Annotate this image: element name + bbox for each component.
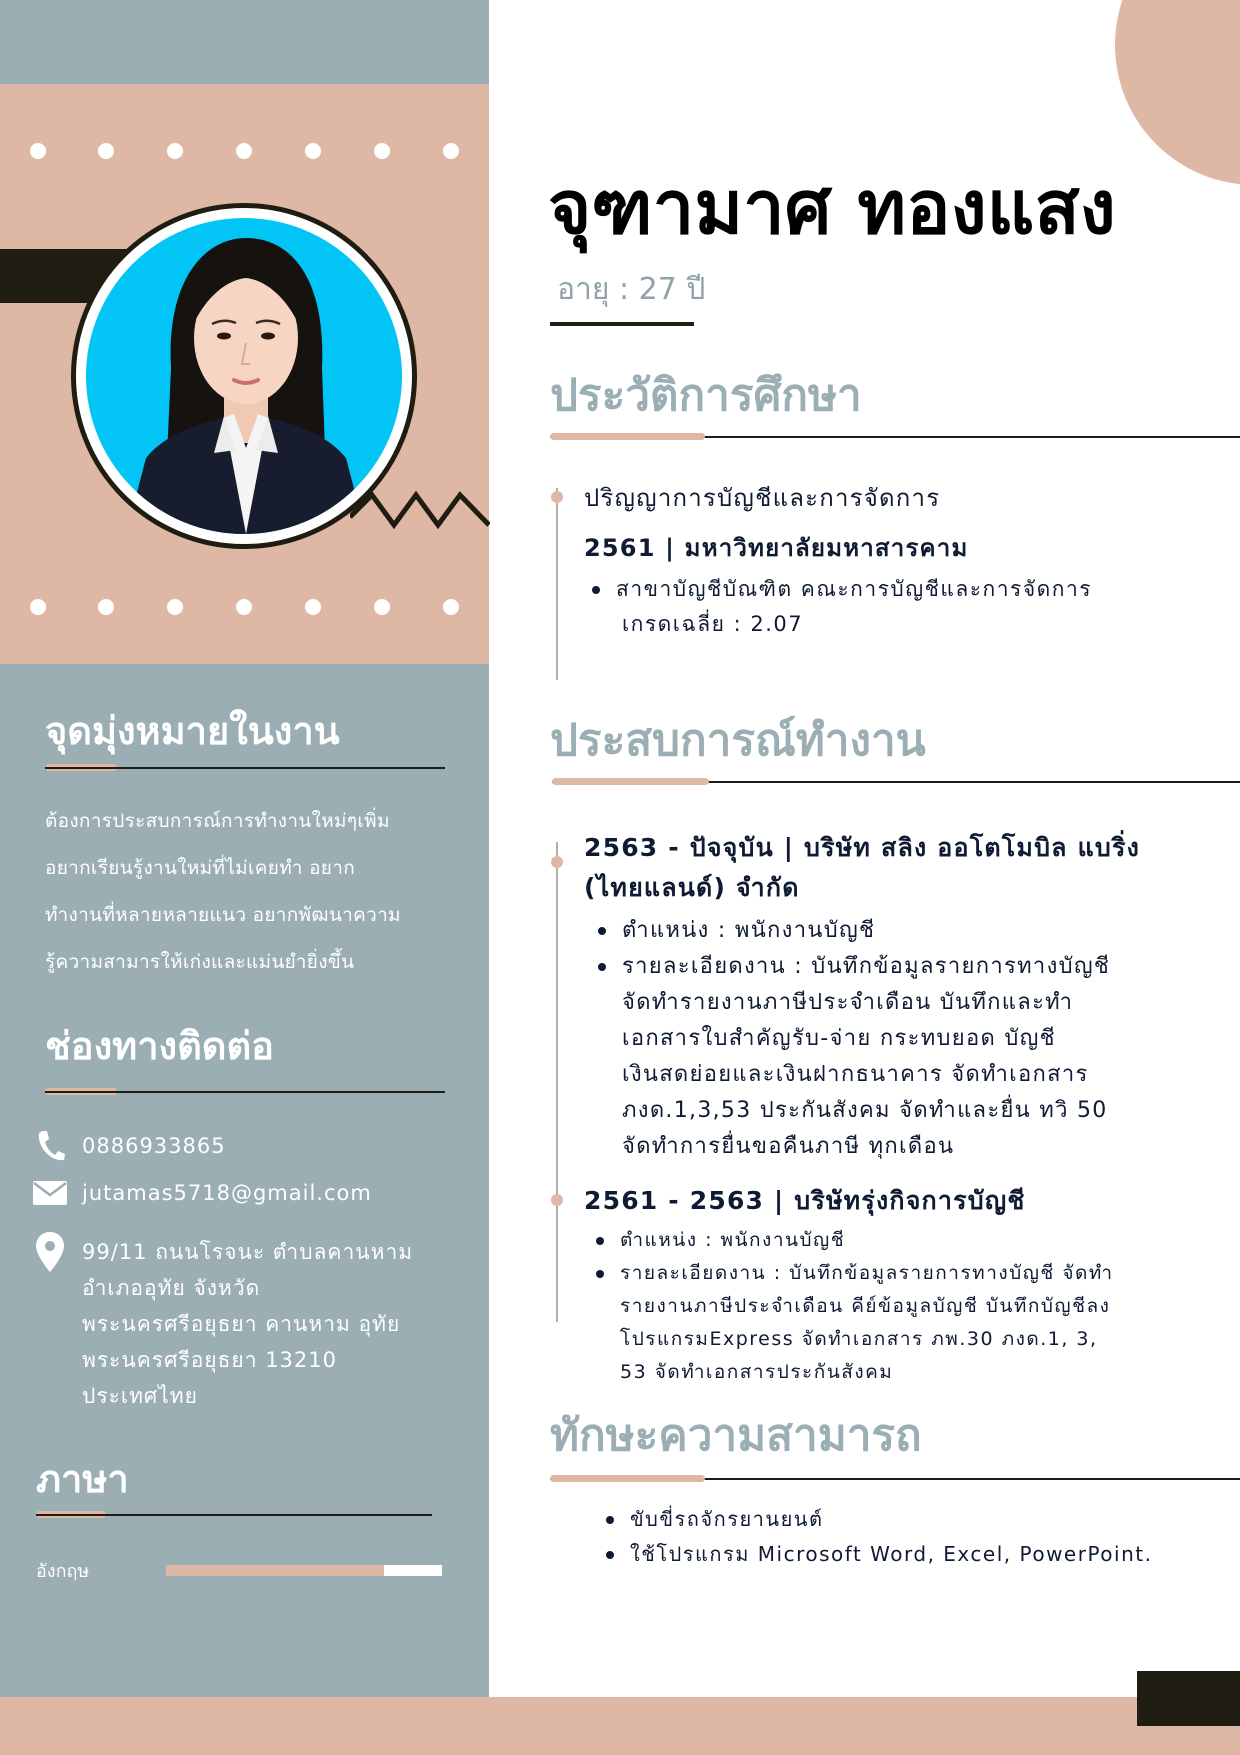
decorative-circle [1115, 0, 1240, 185]
education-major: สาขาบัญชีบัณฑิต คณะการบัญชีและการจัดการ [616, 577, 1093, 601]
contact-rule [45, 1091, 445, 1093]
phone-icon [32, 1128, 68, 1164]
experience-title: ประสบการณ์ทำงาน [550, 715, 926, 766]
objective-line: ต้องการประสบการณ์การทำงานใหม่ๆเพิ่ม [45, 810, 390, 832]
job1-heading-line: (ไทยแลนด์) จำกัด [584, 873, 800, 902]
job1-heading-line: 2563 - ปัจจุบัน | บริษัท สลิง ออโตโมบิล แบริ่ง [584, 833, 1140, 862]
decorative-dot [98, 143, 114, 159]
contact-address-row [32, 1234, 413, 1414]
decorative-dot [30, 599, 46, 615]
job2-description-line: โปรแกรมExpress จัดทำเอกสาร ภพ.30 ภงด.1, 3, [620, 1328, 1098, 1350]
objective-title: จุดมุ่งหมายในงาน [45, 709, 340, 753]
address-line: พระนครศรีอยุธยา 13210 [82, 1348, 338, 1372]
mail-icon [32, 1175, 68, 1211]
decorative-dot [443, 143, 459, 159]
job1-description-line: เอกสารใบสำคัญรับ-จ่าย กระทบยอด บัญชี [622, 1026, 1056, 1051]
contact-email-row [32, 1175, 372, 1211]
job2-position [592, 1224, 1114, 1257]
decorative-dot [167, 143, 183, 159]
decorative-dot [443, 599, 459, 615]
name-underline [550, 322, 694, 326]
timeline-dot [551, 491, 563, 503]
left-top-band [0, 0, 489, 84]
job1-details [594, 913, 1110, 1165]
location-pin-icon [32, 1234, 68, 1270]
skill-text: ใช้โปรแกรม Microsoft Word, Excel, PowerPoint. [630, 1542, 1153, 1566]
language-level-fill [166, 1565, 384, 1576]
language-level-bar [166, 1565, 442, 1576]
objective-line: อยากเรียนรู้งานใหม่ที่ไม่เคยทำ อยาก [45, 857, 355, 879]
job2-description-line: รายงานภาษีประจำเดือน คีย์ข้อมูลบัญชี บันทึกบัญชีลง [620, 1295, 1111, 1317]
education-timeline [556, 488, 558, 680]
objective-line: รู้ความสามารให้เก่งและแม่นยำยิ่งขึ้น [45, 951, 355, 973]
job2-description-line: 53 จัดทำเอกสารประกันสังคม [620, 1361, 894, 1383]
decorative-dot [374, 143, 390, 159]
experience-accent-rule [552, 778, 709, 785]
timeline-dot [551, 1194, 563, 1206]
candidate-age: อายุ : 27 ปี [557, 272, 706, 307]
skill-item [602, 1502, 1152, 1537]
education-accent-rule [550, 433, 705, 440]
job1-heading [584, 828, 1140, 908]
decorative-zigzag [350, 487, 490, 537]
education-detail-item [588, 572, 1092, 642]
education-title: ประวัติการศึกษา [550, 370, 862, 421]
address-line: อำเภออุทัย จังหวัด [82, 1276, 261, 1300]
job2-position-text: ตำแหน่ง : พนักงานบัญชี [620, 1229, 846, 1251]
education-degree: ปริญญาการบัญชีและการจัดการ [584, 484, 941, 512]
skill-text: ขับขี่รถจักรยานยนต์ [630, 1507, 824, 1531]
decorative-dot [305, 143, 321, 159]
skills-list [602, 1502, 1152, 1572]
job1-description-line: จัดทำการยื่นขอคืนภาษี ทุกเดือน [622, 1134, 955, 1159]
skills-accent-rule [550, 1475, 705, 1482]
job1-description-line: เงินสดย่อยและเงินฝากธนาคาร จัดทำเอกสาร [622, 1062, 1089, 1087]
job1-description-line: จัดทำรายงานภาษีประจำเดือน บันทึกและทำ [622, 990, 1074, 1015]
decorative-dot [236, 143, 252, 159]
timeline-dot [551, 856, 563, 868]
skill-item [602, 1537, 1152, 1572]
decorative-dot [30, 143, 46, 159]
job2-details [592, 1224, 1114, 1389]
address-line: 99/11 ถนนโรจนะ ตำบลคานหาม [82, 1240, 414, 1264]
objective-text [45, 798, 465, 986]
experience-timeline [556, 842, 558, 1322]
objective-rule [45, 767, 445, 769]
decorative-dot [305, 599, 321, 615]
job2-heading: 2561 - 2563 | บริษัทรุ่งกิจการบัญชี [584, 1186, 1026, 1215]
education-gpa: เกรดเฉลี่ย : 2.07 [622, 612, 804, 636]
job1-description [594, 949, 1110, 1165]
bottom-band [0, 1697, 1240, 1755]
job2-description [592, 1257, 1114, 1389]
decorative-dot [374, 599, 390, 615]
email-address[interactable]: jutamas5718@gmail.com [82, 1181, 372, 1205]
job1-description-line: รายละเอียดงาน : บันทึกข้อมูลรายการทางบัญชี [622, 954, 1111, 979]
address [82, 1234, 413, 1414]
job2-description-line: รายละเอียดงาน : บันทึกข้อมูลรายการทางบัญชี จัดทำ [620, 1262, 1114, 1284]
contact-title: ช่องทางติดต่อ [45, 1024, 274, 1068]
job1-position [594, 913, 1110, 949]
objective-line: ทำงานที่หลายหลายแนว อยากพัฒนาความ [45, 904, 401, 926]
decorative-dot [98, 599, 114, 615]
job1-description-line: ภงด.1,3,53 ประกันสังคม จัดทำและยื่น ทวิ 50 [622, 1098, 1108, 1123]
job1-position-text: ตำแหน่ง : พนักงานบัญชี [622, 918, 876, 943]
language-rule [36, 1514, 432, 1516]
decorative-bar [1137, 1671, 1240, 1726]
candidate-name: จุฑามาศ ทองแสง [548, 165, 1116, 251]
language-name: อังกฤษ [36, 1561, 90, 1582]
contact-phone-row [32, 1128, 226, 1164]
education-year-school: 2561 | มหาวิทยาลัยมหาสารคาม [584, 534, 969, 562]
language-title: ภาษา [36, 1457, 129, 1501]
skills-title: ทักษะความสามารถ [550, 1410, 922, 1461]
address-line: ประเทศไทย [82, 1384, 198, 1408]
address-line: พระนครศรีอยุธยา คานหาม อุทัย [82, 1312, 401, 1336]
decorative-dot [167, 599, 183, 615]
education-details [588, 572, 1092, 642]
decorative-dot [236, 599, 252, 615]
phone-number[interactable]: 0886933865 [82, 1134, 226, 1158]
